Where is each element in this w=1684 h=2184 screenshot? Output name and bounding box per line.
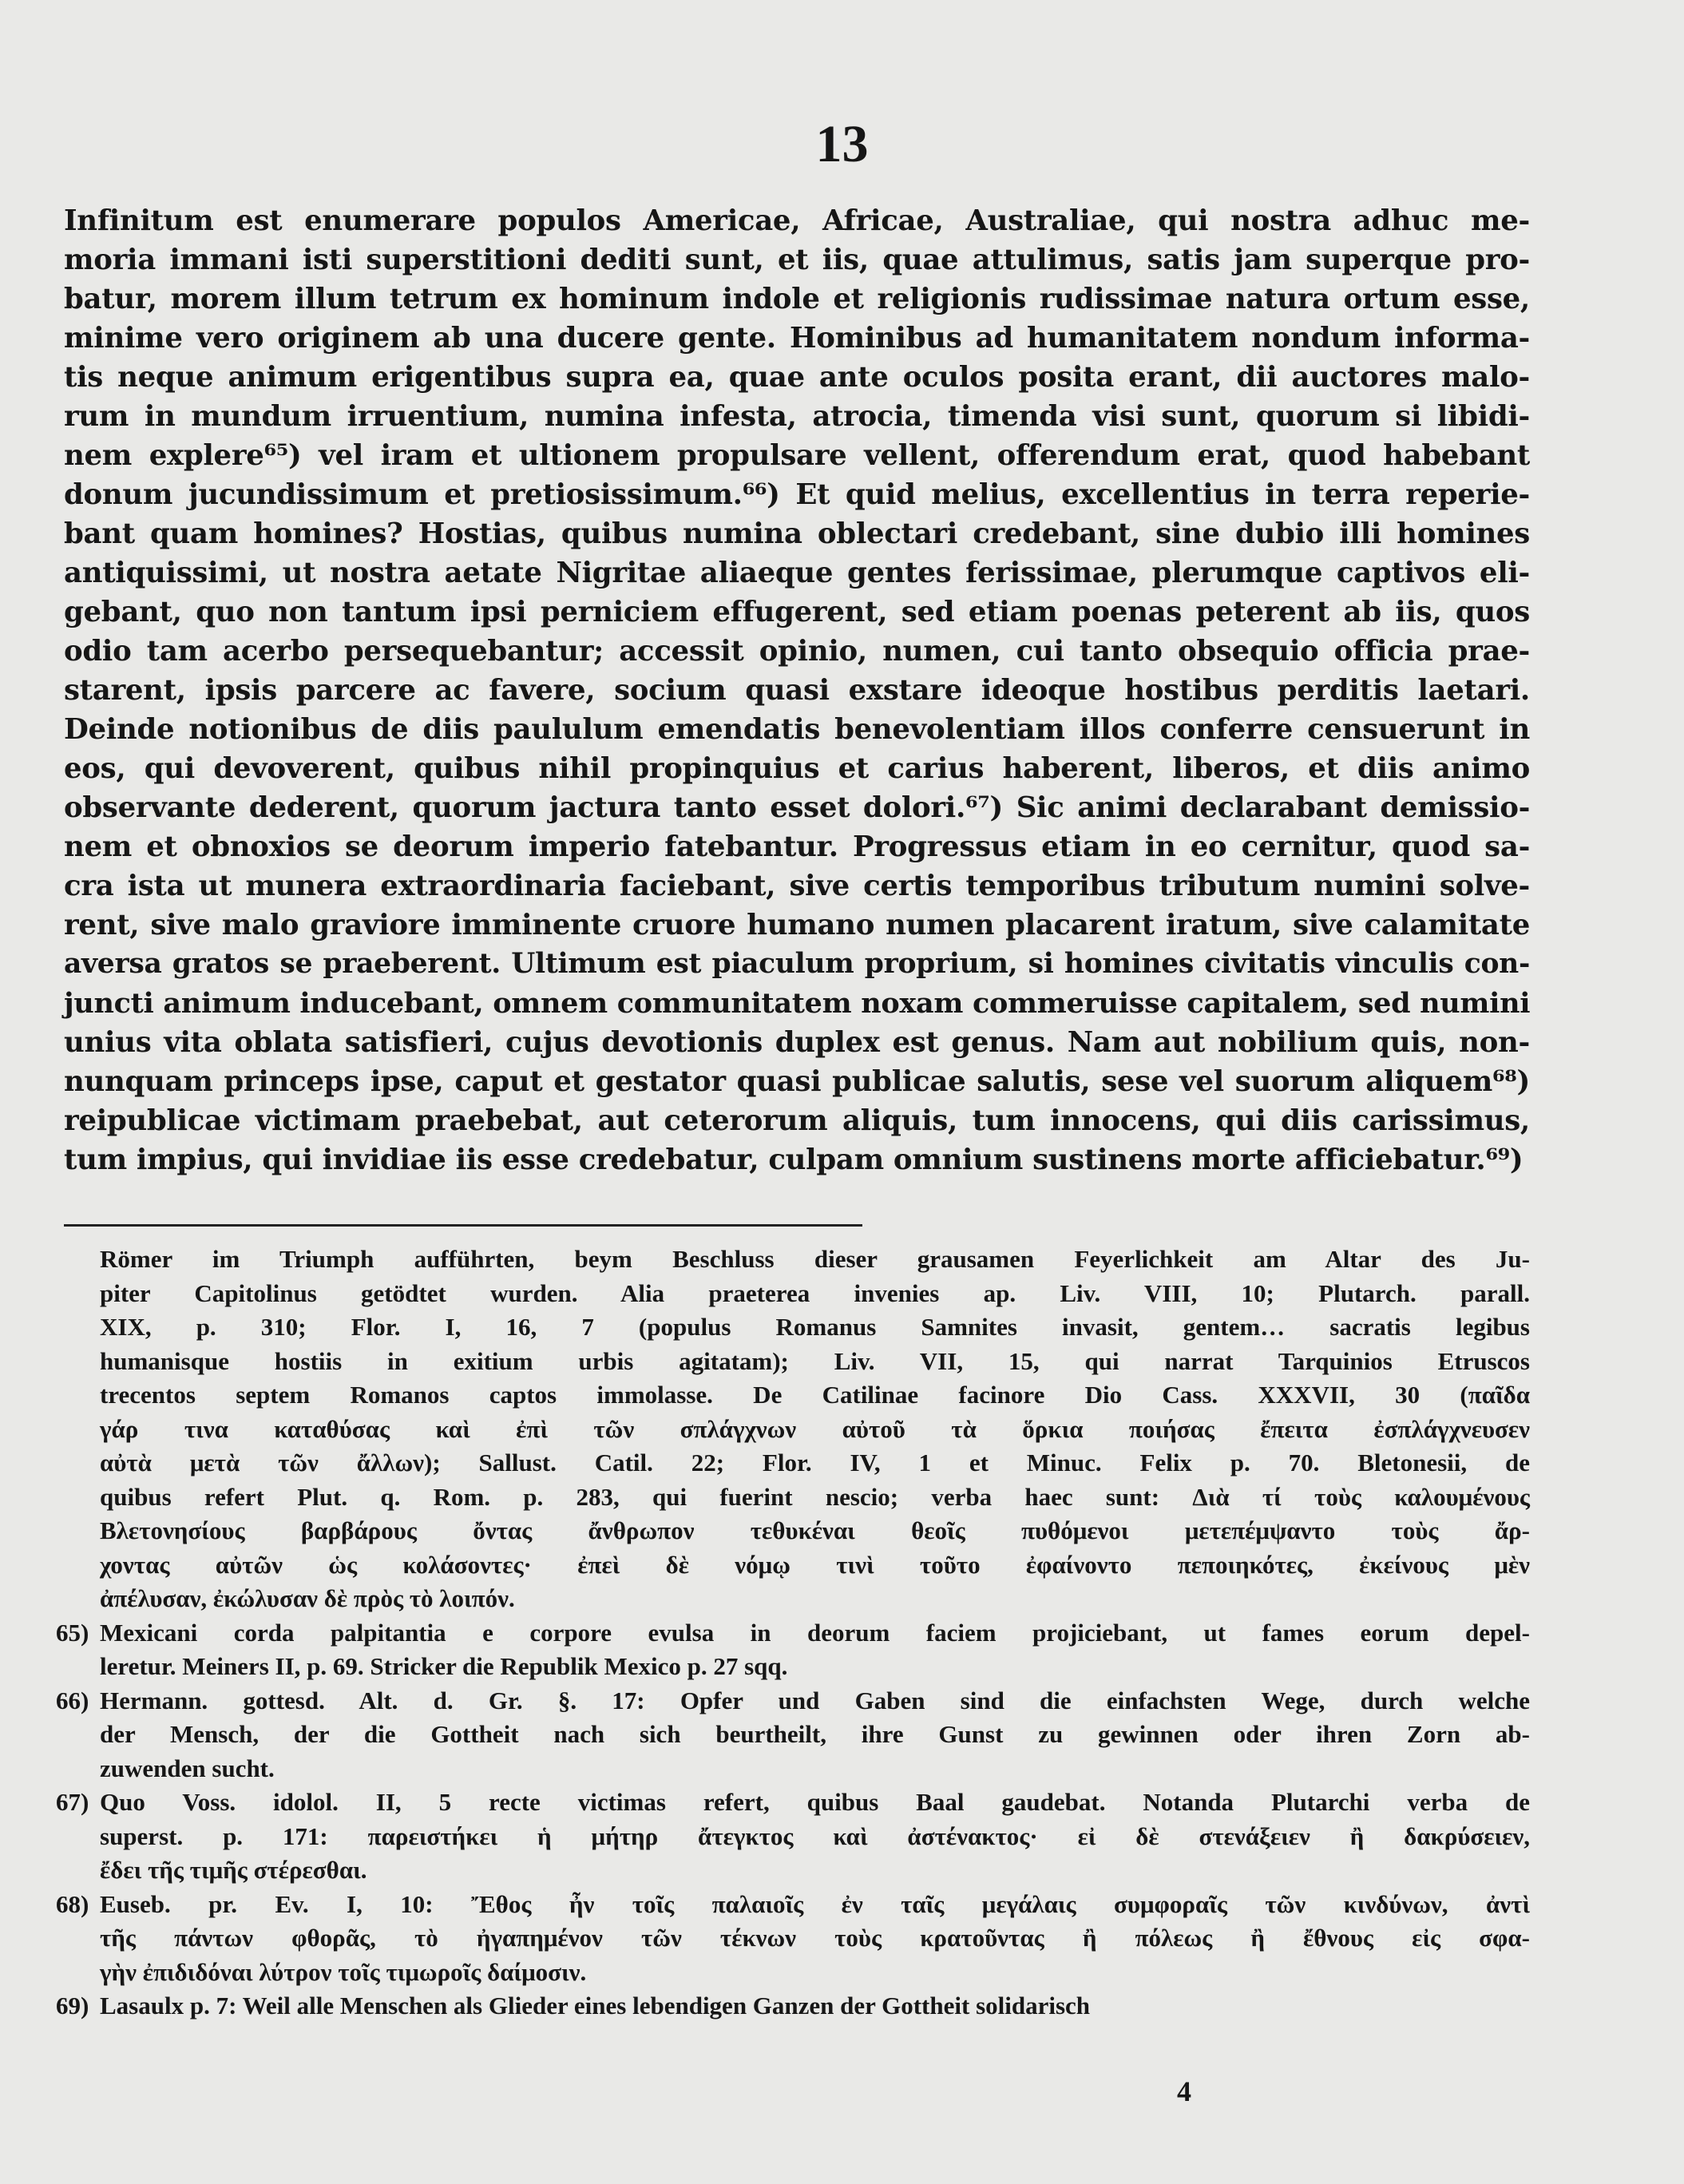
main-text-line: tum impius, qui invidiae iis esse credebatur, culpam omnium sustinens morte afficiebatur.⁶⁹)	[64, 1144, 1524, 1176]
main-text-line: batur, morem illum tetrum ex hominum indole et religionis rudissimae natura ortum esse,	[64, 283, 1530, 315]
footnote-number: 68)	[56, 1889, 89, 1918]
main-text-line: nunquam princeps ipse, caput et gestator quasi publicae salutis, sese vel suorum aliquem⁶⁸)	[64, 1065, 1530, 1098]
main-text-line: Deinde notionibus de diis paululum emendatis benevolentiam illos conferre censuerunt in	[64, 713, 1530, 746]
footnote-line: piter Capitolinus getödtet wurden. Alia praeterea invenies ap. Liv. VIII, 10; Plutarch. parall.	[100, 1278, 1530, 1307]
main-text-line: reipublicae victimam praebebat, aut ceterorum aliquis, tum innocens, qui diis carissimus,	[64, 1104, 1530, 1137]
main-text-line: observante dederent, quorum jactura tanto esset dolori.⁶⁷) Sic animi declarabant demissio-	[64, 791, 1530, 824]
main-text-line: unius vita oblata satisfieri, cujus devotionis duplex est genus. Nam aut nobilium quis, non-	[64, 1026, 1530, 1059]
footnote	[56, 1888, 1530, 1990]
footnote-line: quibus refert Plut. q. Rom. p. 283, qui fuerint nescio; verba haec sunt: Διὰ τί τοὺς καλουμένους	[100, 1482, 1530, 1511]
footnote-number: 65)	[56, 1618, 89, 1647]
footnote	[56, 1989, 1530, 2023]
main-text-line: donum jucundissimum et pretiosissimum.⁶⁶) Et quid melius, excellentius in terra reperie-	[64, 478, 1530, 511]
footnote-line: XIX, p. 310; Flor. I, 16, 7 (populus Romanus Samnites invasit, gentem… sacratis legibus	[100, 1313, 1530, 1341]
footnote-line: zuwenden sucht.	[100, 1754, 275, 1782]
footnote-line: Römer im Triumph aufführten, beym Beschluss dieser grausamen Feyerlichkeit am Altar des Ju-	[100, 1245, 1530, 1273]
main-text-line: eos, qui devoverent, quibus nihil propinquius et carius haberent, liberos, et diis animo	[64, 752, 1530, 785]
footnote-line: Mexicani corda palpitantia e corpore evulsa in deorum faciem projiciebant, ut fames eorum depel-	[100, 1618, 1530, 1647]
footnote-line: ἀπέλυσαν, ἐκώλυσαν δὲ πρὸς τὸ λοιπόν.	[100, 1584, 515, 1612]
footnote-line: γάρ τινα καταθύσας καὶ ἐπὶ τῶν σπλάγχνων αὐτοῦ τὰ ὅρκια ποιήσας ἔπειτα ἐσπλάγχνευσεν	[100, 1414, 1530, 1443]
footnote-line: χοντας αὐτῶν ὡς κολάσοντες· ἐπεὶ δὲ νόμῳ τινὶ τοῦτο ἐφαίνοντο πεποιηκότες, ἐκείνους μὲν	[100, 1550, 1530, 1579]
main-text-line: gebant, quo non tantum ipsi perniciem effugerent, sed etiam poenas peterent ab iis, quos	[64, 596, 1530, 628]
main-text-line: rum in mundum irruentium, numina infesta, atrocia, timenda visi sunt, quorum si libidi-	[64, 400, 1530, 433]
footnote	[56, 1786, 1530, 1888]
footnote	[56, 1684, 1530, 1786]
printer-signature: 4	[1177, 2075, 1191, 2107]
footnote-number: 67)	[56, 1788, 89, 1816]
main-text-line: odio tam acerbo persequebantur; accessit opinio, numen, cui tanto obsequio officia prae-	[64, 635, 1530, 668]
footnote-line: leretur. Meiners II, p. 69. Stricker die Republik Mexico p. 27 sqq.	[100, 1652, 788, 1680]
footnote-line: Hermann. gottesd. Alt. d. Gr. §. 17: Opfer und Gaben sind die einfachsten Wege, durch welche	[100, 1686, 1530, 1714]
main-text-line: bant quam homines? Hostias, quibus numina oblectari credebant, sine dubio illi homines	[64, 517, 1530, 550]
main-text-line: cra ista ut munera extraordinaria faciebant, sive certis temporibus tributum numini solve-	[64, 870, 1530, 902]
main-text-line: aversa gratos se praeberent. Ultimum est piaculum proprium, si homines civitatis vinculis con-	[64, 948, 1530, 980]
footnote	[100, 1243, 1530, 1616]
main-text-line: antiquissimi, ut nostra aetate Nigritae aliaeque gentes ferissimae, plerumque captivos eli-	[64, 557, 1530, 589]
footnote-line: ἔδει τῆς τιμῆς στέρεσθαι.	[100, 1856, 367, 1884]
footnote-line: γὴν ἐπιδιδόναι λύτρον τοῖς τιμωροῖς δαίμοσιν.	[100, 1957, 587, 1986]
footnote-line: αὐτὰ μετὰ τῶν ἄλλων); Sallust. Catil. 22; Flor. IV, 1 et Minuc. Felix p. 70. Bletonesii, de	[100, 1449, 1530, 1476]
footnote-line: Quo Voss. idolol. II, 5 recte victimas refert, quibus Baal gaudebat. Notanda Plutarchi verba de	[100, 1788, 1530, 1816]
footnote-line: der Mensch, der die Gottheit nach sich beurtheilt, ihre Gunst zu gewinnen oder ihren Zorn ab-	[100, 1720, 1530, 1748]
footnote-line: Lasaulx p. 7: Weil alle Menschen als Glieder eines lebendigen Ganzen der Gottheit solidarisch	[100, 1992, 1091, 2020]
footnote-rule	[64, 1224, 862, 1227]
footnote-line: superst. p. 171: παρειστήκει ἡ μήτηρ ἄτεγκτος καὶ ἀστένακτος· εἰ δὲ στενάξειεν ἢ δακρύσειεν,	[100, 1821, 1530, 1850]
main-text-line: tis neque animum erigentibus supra ea, quae ante oculos posita erant, dii auctores malo-	[64, 361, 1530, 394]
main-text-line: minime vero originem ab una ducere gente. Hominibus ad humanitatem nondum informa-	[64, 322, 1530, 355]
footnote-line: Βλετονησίους βαρβάρους ὄντας ἄνθρωπον τεθυκέναι θεοῖς πυθόμενοι μετεπέμψαντο τοὺς ἄρ-	[100, 1516, 1530, 1544]
footnote-line: Euseb. pr. Ev. I, 10: Ἔθος ἦν τοῖς παλαιοῖς ἐν ταῖς μεγάλαις συμφοραῖς τῶν κινδύνων, ἀντὶ	[100, 1889, 1530, 1918]
footnote-number: 69)	[56, 1992, 89, 2020]
main-text	[64, 201, 1530, 1179]
footnote-line: humanisque hostiis in exitium urbis agitatam); Liv. VII, 15, qui narrat Tarquinios Etruscos	[100, 1346, 1530, 1375]
footnote-line: τῆς πάντων φθορᾶς, τὸ ἠγαπημένον τῶν τέκνων τοὺς κρατοῦντας ἢ πόλεως ἢ ἔθνους εἰς σφα-	[100, 1924, 1530, 1952]
page-number: 13	[815, 115, 869, 173]
footnote-number: 66)	[56, 1686, 89, 1714]
main-text-line: juncti animum inducebant, omnem communitatem noxam commeruisse capitalem, sed numini	[64, 987, 1531, 1020]
main-text-line: nem explere⁶⁵) vel iram et ultionem propulsare vellent, offerendum erat, quod habebant	[64, 439, 1530, 472]
main-text-line: rent, sive malo graviore imminente cruore humano numen placarent iratum, sive calamitate	[64, 909, 1530, 941]
main-text-line: Infinitum est enumerare populos Americae, Africae, Australiae, qui nostra adhuc me-	[64, 204, 1530, 237]
main-text-line: moria immani isti superstitioni dediti sunt, et iis, quae attulimus, satis jam superque pro-	[64, 244, 1530, 276]
main-text-line: nem et obnoxios se deorum imperio fatebantur. Progressus etiam in eo cernitur, quod sa-	[64, 830, 1530, 863]
footnote	[56, 1616, 1530, 1684]
main-text-line: starent, ipsis parcere ac favere, socium quasi exstare ideoque hostibus perditis laetari.	[64, 674, 1530, 707]
footnote-line: trecentos septem Romanos captos immolasse. De Catilinae facinore Dio Cass. XXXVII, 30 (παῖδα	[100, 1381, 1530, 1409]
footnotes	[56, 1243, 1530, 2023]
